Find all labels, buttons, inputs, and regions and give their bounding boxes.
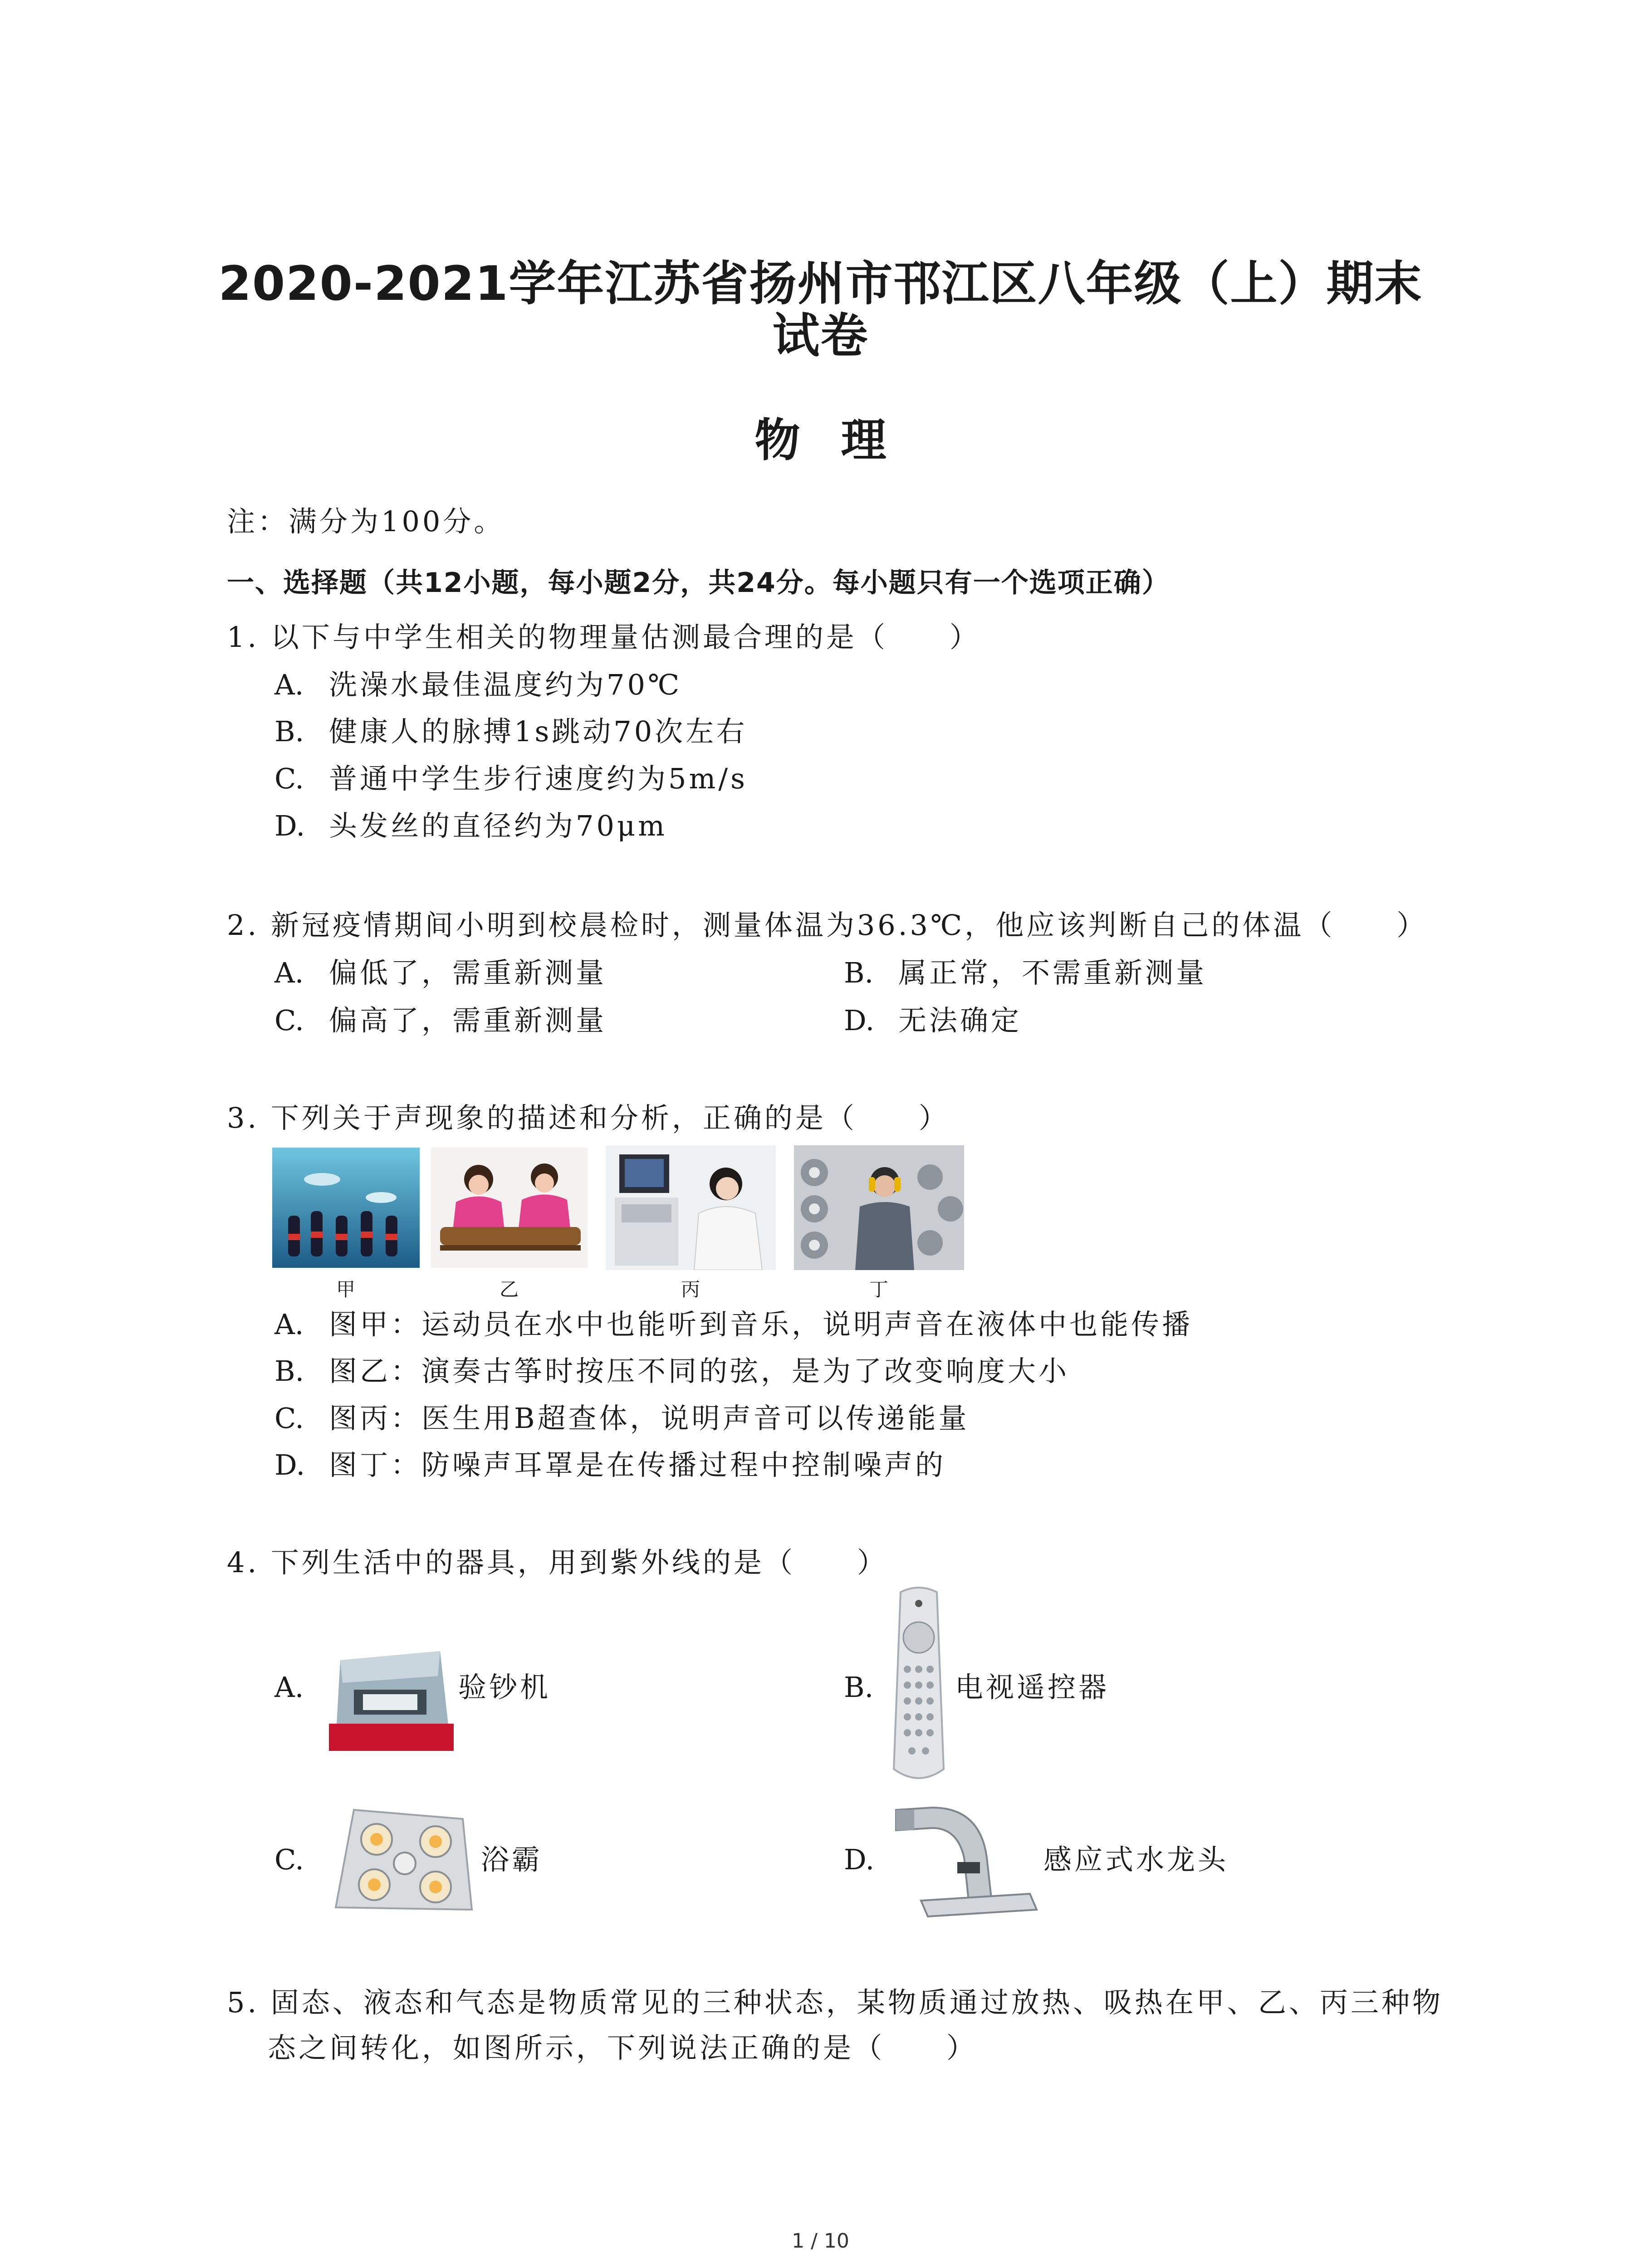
question-3-option-c[interactable]: C. 图丙：医生用B超查体，说明声音可以传递能量 [274,1402,970,1435]
question-3-option-a[interactable]: A. 图甲：运动员在水中也能听到音乐，说明声音在液体中也能传播 [274,1308,1193,1341]
question-2-option-c[interactable]: C. 偏高了，需重新测量 [274,1004,607,1037]
photo-caption-yi: 乙 [499,1278,519,1300]
money-detector-label: 验钞机 [458,1671,551,1704]
question-1-option-a[interactable]: A. 洗澡水最佳温度约为70℃ [274,668,682,701]
question-2-option-b[interactable]: B. 属正常，不需重新测量 [844,956,1207,989]
question-1-stem: 1. 以下与中学生相关的物理量估测最合理的是（ ） [227,621,980,654]
guzheng-players-photo [431,1148,588,1268]
question-1-option-b[interactable]: B. 健康人的脉搏1s跳动70次左右 [274,715,748,748]
page-number: 1 / 10 [792,2229,849,2253]
section-heading: 一、选择题（共12小题，每小题2分，共24分。每小题只有一个选项正确） [227,567,1170,599]
photo-caption-jia: 甲 [336,1278,355,1300]
bath-heater-label: 浴霸 [481,1843,543,1876]
tv-remote-icon [887,1583,950,1787]
score-note: 注：满分为100分。 [227,505,505,538]
question-1-option-c[interactable]: C. 普通中学生步行速度约为5m/s [274,762,748,795]
exam-title-line2: 试卷 [772,308,869,363]
photo-caption-ding: 丁 [869,1278,888,1300]
sensor-faucet-label: 感应式水龙头 [1043,1843,1229,1876]
question-2-stem: 2. 新冠疫情期间小明到校晨检时，测量体温为36.3℃，他应该判断自己的体温（ ） [227,909,1428,942]
sensor-faucet-icon [889,1803,1039,1921]
photo-caption-bing: 丙 [681,1278,700,1300]
ultrasound-exam-photo [606,1145,776,1270]
question-4-option-d[interactable]: D. [844,1843,875,1876]
exam-title-line1: 2020-2021学年江苏省扬州市邗江区八年级（上）期末 [218,256,1423,311]
question-5-stem-line1: 5. 固态、液态和气态是物质常见的三种状态，某物质通过放热、吸热在甲、乙、丙三种物 [227,1986,1443,2019]
exam-subject: 物理 [754,414,927,467]
aquarium-swimmers-photo [272,1148,420,1268]
question-3-stem: 3. 下列关于声现象的描述和分析，正确的是（ ） [227,1101,950,1134]
tv-remote-label: 电视遥控器 [955,1671,1110,1704]
question-2-option-a[interactable]: A. 偏低了，需重新测量 [274,956,607,989]
question-4-stem: 4. 下列生活中的器具，用到紫外线的是（ ） [227,1546,888,1579]
question-3-option-b[interactable]: B. 图乙：演奏古筝时按压不同的弦，是为了改变响度大小 [274,1354,1070,1388]
money-detector-icon [327,1633,456,1751]
question-2-option-d[interactable]: D. 无法确定 [844,1004,1022,1037]
question-4-option-b[interactable]: B. [844,1671,874,1704]
question-5-stem-line2: 态之间转化，如图所示，下列说法正确的是（ ） [268,2031,978,2064]
bath-heater-icon [327,1801,476,1923]
factory-ear-muffs-photo [794,1145,964,1270]
question-3-option-d[interactable]: D. 图丁：防噪声耳罩是在传播过程中控制噪声的 [274,1448,946,1481]
question-4-option-c[interactable]: C. [274,1843,304,1876]
question-1-option-d[interactable]: D. 头发丝的直径约为70μm [274,809,667,842]
question-4-option-a[interactable]: A. [274,1671,304,1704]
